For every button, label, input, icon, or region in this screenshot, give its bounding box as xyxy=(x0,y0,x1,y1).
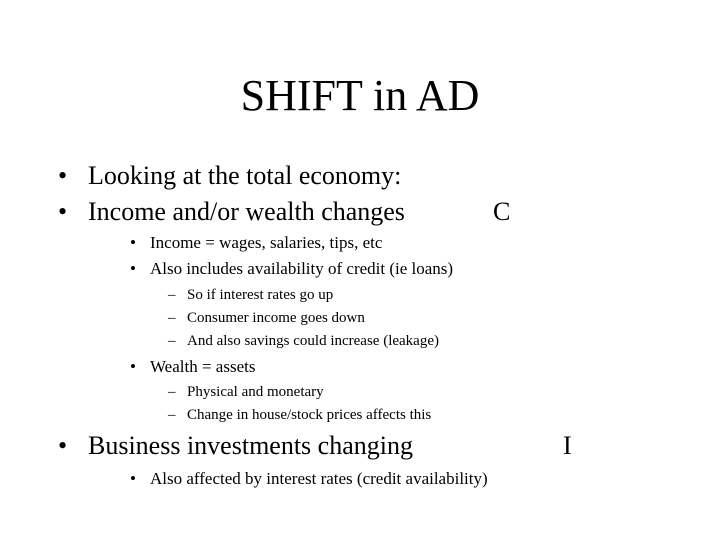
dash-glyph: – xyxy=(168,407,176,423)
bullet-dot: • xyxy=(58,197,68,226)
dash-glyph: – xyxy=(168,310,176,326)
dash-glyph: – xyxy=(168,333,176,349)
bullet-dot: • xyxy=(130,357,136,376)
bullet-dot: • xyxy=(130,469,136,488)
dash-text: Change in house/stock prices affects this xyxy=(187,407,432,423)
bullet-dot: • xyxy=(130,259,136,278)
bullet-dot: • xyxy=(58,431,68,460)
sub-bullet-text: Also includes availability of credit (ie loans) xyxy=(150,259,454,278)
sub-bullet-text: Income = wages, salaries, tips, etc xyxy=(150,233,383,252)
investment-tag: I xyxy=(563,431,572,460)
sub-bullet-text: Also affected by interest rates (credit availability) xyxy=(150,469,488,488)
bullet-text: Business investments changing xyxy=(88,431,413,460)
dash-text: So if interest rates go up xyxy=(187,287,334,303)
dash-glyph: – xyxy=(168,287,176,303)
dash-glyph: – xyxy=(168,384,176,400)
slide-title: SHIFT in AD xyxy=(240,71,480,120)
consumption-tag: C xyxy=(493,197,511,226)
bullet-text: Looking at the total economy: xyxy=(88,161,402,190)
dash-text: Consumer income goes down xyxy=(187,310,365,326)
bullet-text: Income and/or wealth changes xyxy=(88,197,405,226)
sub-bullet-text: Wealth = assets xyxy=(150,357,256,376)
dash-text: And also savings could increase (leakage) xyxy=(187,333,439,349)
bullet-dot: • xyxy=(130,233,136,252)
dash-text: Physical and monetary xyxy=(187,384,324,400)
bullet-dot: • xyxy=(58,161,68,190)
